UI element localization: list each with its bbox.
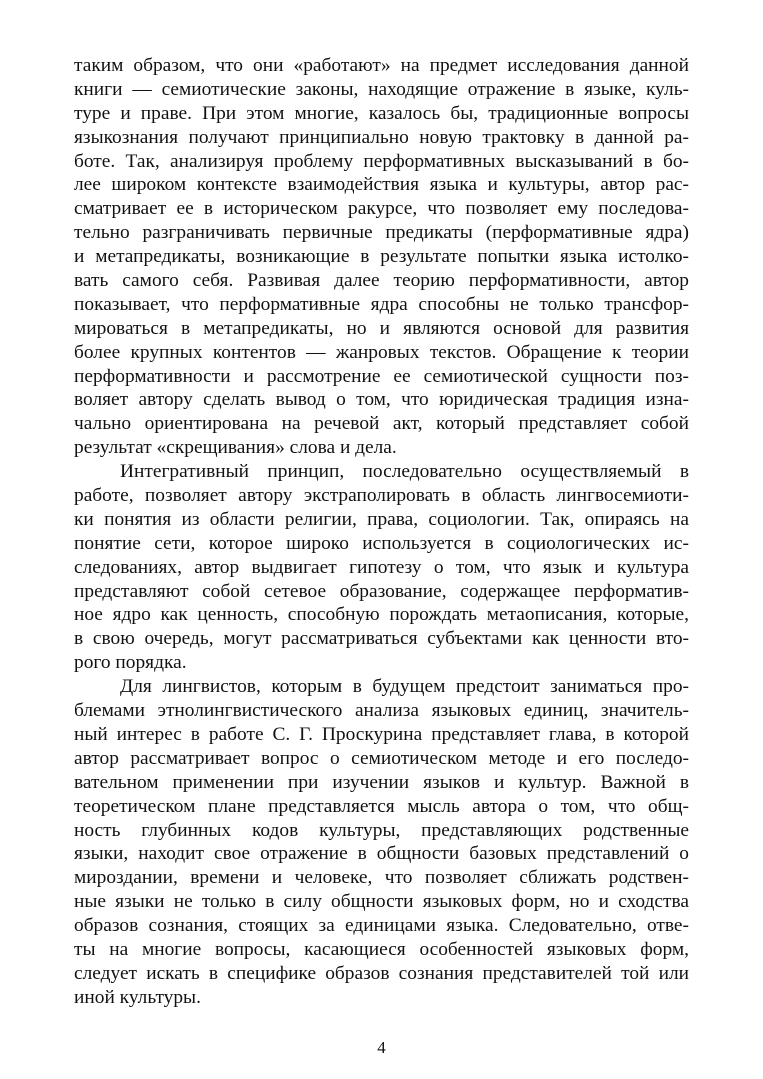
text-line: ки понятия из области религии, права, социологии. Так, опираясь на bbox=[74, 508, 689, 530]
text-line: языкознания получают принципиально новую трактовку в данной ра- bbox=[74, 126, 689, 148]
text-line: ты на многие вопросы, касающиеся особенностей языковых форм, bbox=[74, 938, 689, 960]
text-line: Для лингвистов, которым в будущем предстоит заниматься про- bbox=[120, 676, 689, 698]
paragraph bbox=[74, 675, 689, 1009]
text-line: иной культуры. bbox=[74, 986, 201, 1008]
text-line: тельно разграничивать первичные предикаты (перформативные ядра) bbox=[74, 222, 689, 244]
text-line: представляют собой сетевое образование, содержащее перформатив- bbox=[74, 580, 689, 602]
text-line: Интегративный принцип, последовательно осуществляемый в bbox=[120, 461, 689, 483]
body-text bbox=[74, 54, 689, 1010]
text-line: вательном применении при изучении языков и культур. Важной в bbox=[74, 771, 689, 793]
text-line: показывает, что перформативные ядра способны не только трансфор- bbox=[74, 293, 689, 315]
paragraph bbox=[74, 460, 689, 675]
text-line: книги — семиотические законы, находящие отражение в языке, куль- bbox=[74, 78, 689, 100]
text-line: следует искать в специфике образов сознания представителей той или bbox=[74, 962, 689, 984]
text-line: таким образом, что они «работают» на предмет исследования данной bbox=[74, 55, 689, 76]
text-line: боте. Так, анализируя проблему перформативных высказываний в бо- bbox=[74, 150, 689, 172]
text-line: следованиях, автор выдвигает гипотезу о том, что язык и культура bbox=[74, 556, 689, 578]
text-line: и метапредикаты, возникающие в результате попытки языка истолко- bbox=[74, 246, 689, 268]
text-line: воляет автору сделать вывод о том, что юридическая традиция изна- bbox=[74, 389, 689, 411]
text-line: ность глубинных кодов культуры, представляющих родственные bbox=[74, 819, 689, 841]
text-line: в свою очередь, могут рассматриваться субъектами как ценности вто- bbox=[74, 628, 689, 650]
text-line: рого порядка. bbox=[74, 652, 187, 674]
text-line: результат «скрещивания» слова и дела. bbox=[74, 437, 397, 459]
page-number: 4 bbox=[377, 1038, 386, 1057]
text-line: образов сознания, стоящих за единицами языка. Следовательно, отве- bbox=[74, 915, 689, 937]
text-line: ные языки не только в силу общности языковых форм, но и сходства bbox=[74, 891, 689, 913]
text-line: вать самого себя. Развивая далее теорию перформативности, автор bbox=[74, 270, 689, 292]
text-line: более крупных контентов — жанровых текстов. Обращение к теории bbox=[74, 341, 689, 363]
text-line: сматривает ее в историческом ракурсе, что позволяет ему последова- bbox=[74, 198, 689, 220]
text-line: туре и праве. При этом многие, казалось бы, традиционные вопросы bbox=[74, 102, 689, 124]
text-line: языки, находит свое отражение в общности базовых представлений о bbox=[74, 843, 689, 865]
text-line: мироздании, времени и человеке, что позволяет сближать родствен- bbox=[74, 867, 689, 889]
text-line: автор рассматривает вопрос о семиотическом методе и его последо- bbox=[74, 747, 689, 769]
text-line: работе, позволяет автору экстраполировать в область лингвосемиоти- bbox=[74, 485, 689, 507]
text-line: чально ориентирована на речевой акт, который представляет собой bbox=[74, 413, 689, 435]
text-line: теоретическом плане представляется мысль автора о том, что общ- bbox=[74, 795, 689, 817]
paragraph bbox=[74, 54, 689, 460]
text-line: лее широком контексте взаимодействия языка и культуры, автор рас- bbox=[74, 174, 689, 196]
text-line: ное ядро как ценность, способную порождать метаописания, которые, bbox=[74, 604, 689, 626]
text-line: мироваться в метапредикаты, но и являются основой для развития bbox=[74, 317, 689, 339]
text-line: блемами этнолингвистического анализа языковых единиц, значитель- bbox=[74, 700, 689, 722]
text-line: перформативности и рассмотрение ее семиотической сущности поз- bbox=[74, 365, 689, 387]
text-line: ный интерес в работе С. Г. Проскурина представляет глава, в которой bbox=[74, 723, 689, 745]
text-line: понятие сети, которое широко используется в социологических ис- bbox=[74, 532, 689, 554]
